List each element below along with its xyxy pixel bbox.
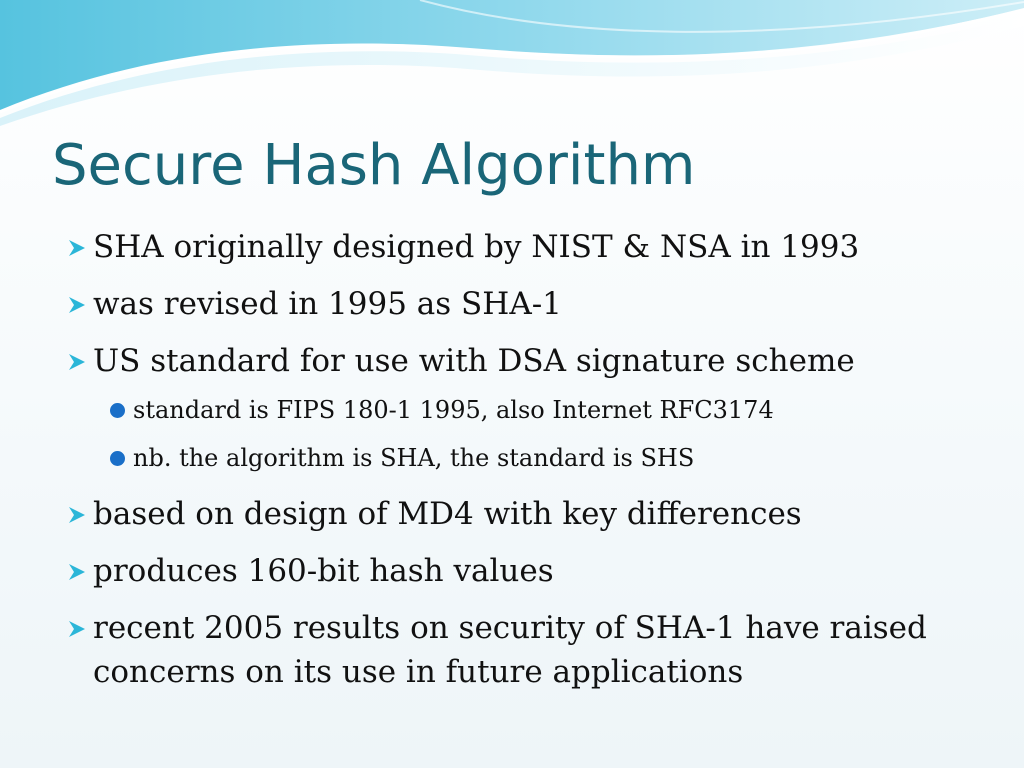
header-wave-decoration (0, 0, 1024, 130)
sub-bullet-text: standard is FIPS 180-1 1995, also Internet RFC3174 (133, 396, 774, 424)
bullet-item (66, 225, 966, 269)
bullet-text: based on design of MD4 with key differences (93, 496, 802, 532)
arrow-bullet-icon (66, 619, 88, 639)
sub-bullet-item (66, 394, 966, 426)
bullet-item (66, 282, 966, 326)
bullet-text: US standard for use with DSA signature scheme (93, 343, 855, 379)
dot-bullet-icon (110, 451, 125, 466)
bullet-list (66, 225, 966, 707)
bullet-text: recent 2005 results on security of SHA-1 have raised concerns on its use in future applications (93, 610, 927, 690)
slide-title: Secure Hash Algorithm (52, 133, 696, 198)
arrow-bullet-icon (66, 562, 88, 582)
bullet-text: produces 160-bit hash values (93, 553, 554, 589)
arrow-bullet-icon (66, 505, 88, 525)
bullet-item (66, 606, 966, 694)
bullet-text: was revised in 1995 as SHA-1 (93, 286, 562, 322)
bullet-item (66, 549, 966, 593)
dot-bullet-icon (110, 403, 125, 418)
arrow-bullet-icon (66, 238, 88, 258)
sub-bullet-text: nb. the algorithm is SHA, the standard is SHS (133, 444, 695, 472)
bullet-item (66, 339, 966, 383)
bullet-text: SHA originally designed by NIST & NSA in 1993 (93, 229, 860, 265)
bullet-item (66, 492, 966, 536)
sub-bullet-item (66, 442, 966, 474)
arrow-bullet-icon (66, 352, 88, 372)
arrow-bullet-icon (66, 295, 88, 315)
